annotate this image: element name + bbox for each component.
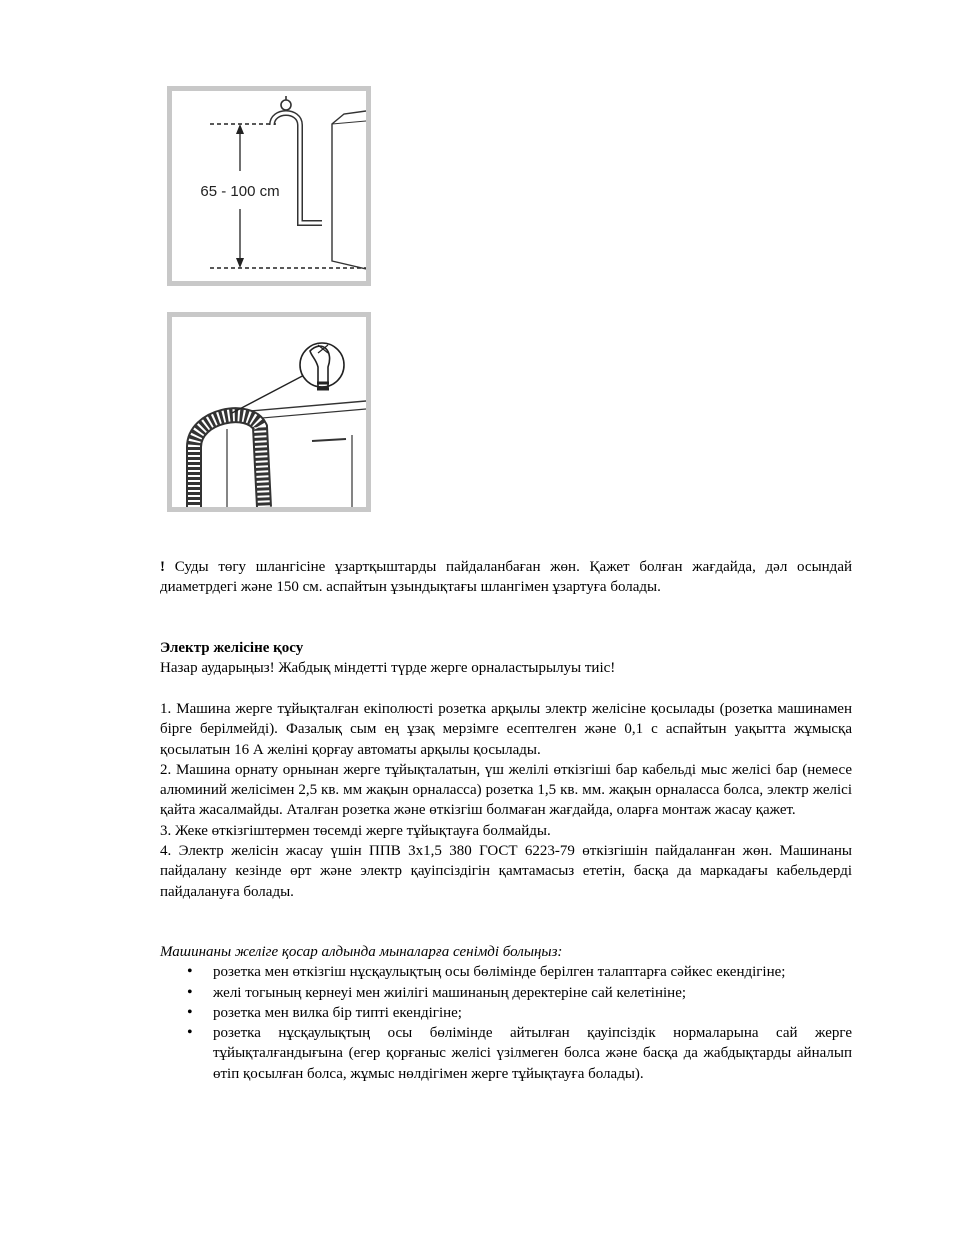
connection-instructions [160,699,852,902]
drain-height-figure [167,86,371,286]
drain-height-illustration [172,91,366,281]
hose-on-sink-figure [167,312,371,512]
list-item: • розетка мен вилка бір типті екендігіне; [160,1003,852,1023]
hose-on-sink-illustration [172,317,366,507]
checklist-intro: Машинаны желіге қосар алдында мыналарға сенімді болыңыз: [160,944,563,960]
warning-mark: ! [160,559,165,575]
instruction-paragraph: 2. Машина орнату орнынан жерге тұйықталатын, үш желілі өткізгіші бар кабельді мыс желісі бар (немесе алюминий желісімен 2,5 кв. мм жақын орналасса) розетка 1,5 кв. мм. жақын орналасса болса, электр желісі қайта жасалмайды. Аталған розетка және өткізгіш болмаған жағдайда, оларға монтаж жасау қажет. [160,761,852,819]
section-title: Электр желісіне қосу [160,640,304,656]
instruction-paragraph: 3. Жеке өткізгіштермен төсемді жерге тұйықтауға болмайды. [160,822,551,839]
list-item: • розетка мен өткізгіш нұсқаулықтың осы бөлімінде берілген талаптарға сәйкес екендігіне; [160,962,852,982]
list-item: • розетка нұсқаулықтың осы бөлімінде айтылған қауіпсіздік нормаларына сай жерге тұйықталғандығына (егер қорғаныс желісі үзілмеген болса және басқа да жабдықтарды айналып өтіп қосылған болса, жұмыс нөлдігімен жерге тұйықтауға болады). [160,1023,852,1084]
warning-text: Суды төгу шлангісіне ұзартқыштарды пайдаланбаған жөн. Қажет болған жағдайда, дәл осындай диаметрдегі және 150 см. аспайтын ұзындықтағы шлангімен ұзартуға болады. [160,559,852,596]
instruction-paragraph: 1. Машина жерге тұйықталған екіполюсті розетка арқылы электр желісіне қосылады (розетка машинамен бірге берілмейді). Фазалық сым ең ұзақ мерзімге есептелген және 0,1 с аспайтын уақытта жұмысқа қосылатын 16 А желіні қорғау автоматы арқылы қосылады. [160,701,852,758]
dimension-label: 65 - 100 cm [200,183,280,200]
grounding-notice: Назар аударыңыз! Жабдық міндетті түрде жерге орналастырылуы тиіс! [160,660,616,677]
instruction-paragraph: 4. Электр желісін жасау үшін ППВ 3х1,5 380 ГОСТ 6223-79 өткізгішін пайдаланған жөн. Машинаны пайдалану кезінде өрт және электр қауіпсіздігін қамтамасыз ететін, басқа да маркадағы кабельдерді пайдалануға болады. [160,843,852,900]
hose-extension-warning [160,557,852,598]
pre-connection-checklist [160,942,852,1084]
list-item: • желі тогының кернеуі мен жиілігі машинаның деректеріне сай келетініне; [160,983,852,1003]
electrical-connection-section [160,638,852,679]
checklist-items [160,962,852,1084]
